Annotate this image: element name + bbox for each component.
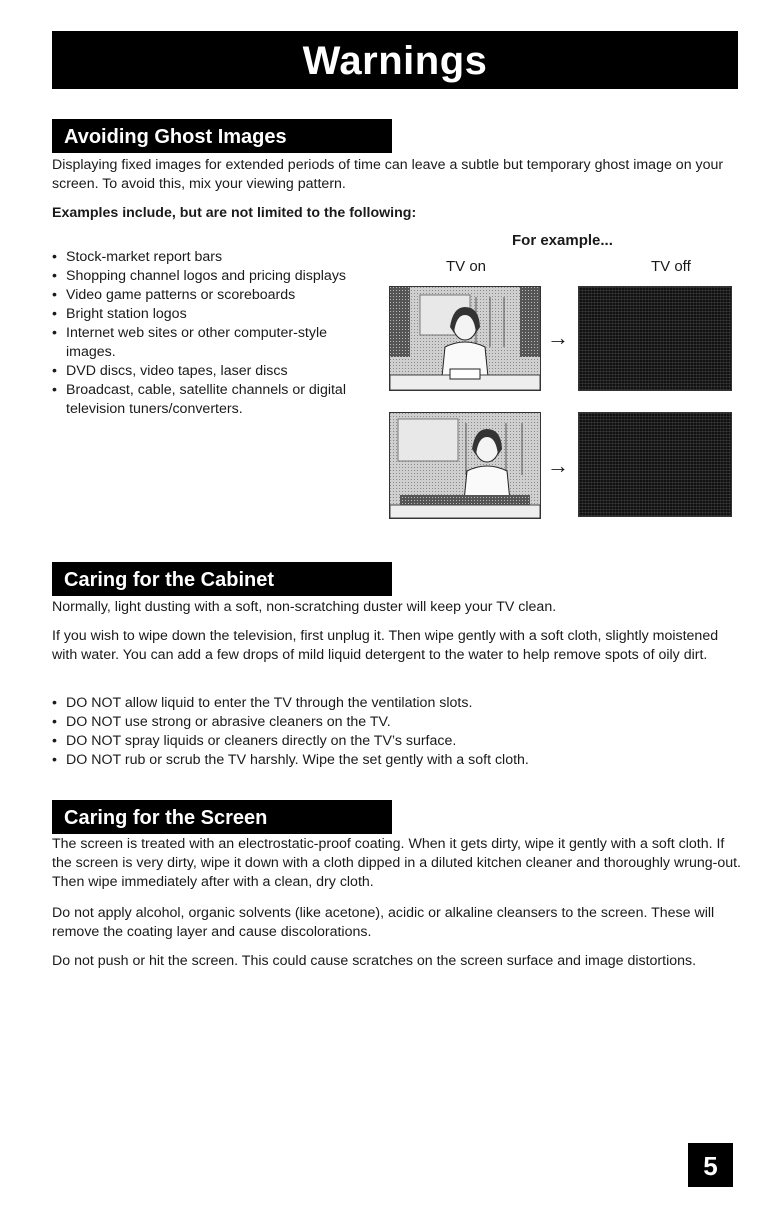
- cabinet-paragraph-1: Normally, light dusting with a soft, non-scratching duster will keep your TV clean.: [52, 599, 557, 615]
- tv-on-label: TV on: [446, 258, 487, 275]
- arrow-icon: →: [547, 325, 569, 350]
- list-item: • DVD discs, video tapes, laser discs: [52, 362, 372, 381]
- list-item: • Shopping channel logos and pricing displays: [52, 267, 372, 286]
- page-number: 5: [688, 1143, 733, 1187]
- list-item: • Bright station logos: [52, 305, 372, 324]
- section-heading-screen: Caring for the Screen: [52, 800, 392, 834]
- tv-on-illustration-2: [389, 412, 541, 519]
- list-item: • DO NOT spray liquids or cleaners directly on the TV’s surface.: [52, 732, 742, 751]
- examples-heading: Examples include, but are not limited to the following:: [52, 205, 417, 221]
- cabinet-paragraph-2: If you wish to wipe down the television, first unplug it. Then wipe gently with a soft cloth, slightly moistened with water. You can add a few drops of mild liquid detergent to the water to help remove spots of oily dirt.: [52, 628, 719, 663]
- ghost-intro-text: Displaying fixed images for extended periods of time can leave a subtle but temporary ghost image on your screen. To avoid this, mix your viewing pattern.: [52, 157, 724, 192]
- list-item: • DO NOT use strong or abrasive cleaners on the TV.: [52, 713, 742, 732]
- section-heading-cabinet: Caring for the Cabinet: [52, 562, 392, 596]
- tv-off-screen-2: [578, 412, 732, 517]
- page-title: Warnings: [52, 31, 738, 89]
- list-item: • Internet web sites or other computer-style images.: [52, 324, 372, 362]
- list-item: • Video game patterns or scoreboards: [52, 286, 372, 305]
- arrow-icon: →: [547, 453, 569, 478]
- ghost-examples-list: [52, 248, 372, 419]
- list-item: • DO NOT rub or scrub the TV harshly. Wipe the set gently with a soft cloth.: [52, 751, 742, 770]
- screen-paragraph-3: Do not push or hit the screen. This could cause scratches on the screen surface and image distortions.: [52, 953, 697, 969]
- list-item: • DO NOT allow liquid to enter the TV through the ventilation slots.: [52, 694, 742, 713]
- screen-paragraph-1: The screen is treated with an electrostatic-proof coating. When it gets dirty, wipe it gently with a soft cloth. If the screen is very dirty, wipe it down with a cloth dipped in a diluted kitchen cleaner and thoroughly wrung-out. Then wipe immediately after with a clean, dry cloth.: [52, 836, 742, 890]
- cabinet-list: [52, 694, 742, 770]
- tv-off-label: TV off: [651, 258, 691, 275]
- figure-caption: For example...: [512, 232, 613, 249]
- section-heading-ghost-images: Avoiding Ghost Images: [52, 119, 392, 153]
- list-item: • Stock-market report bars: [52, 248, 372, 267]
- list-item: • Broadcast, cable, satellite channels or digital television tuners/converters.: [52, 381, 372, 419]
- tv-on-illustration-1: [389, 286, 541, 391]
- screen-paragraph-2: Do not apply alcohol, organic solvents (like acetone), acidic or alkaline cleansers to the screen. These will remove the coating layer and cause discolorations.: [52, 905, 715, 940]
- tv-off-screen-1: [578, 286, 732, 391]
